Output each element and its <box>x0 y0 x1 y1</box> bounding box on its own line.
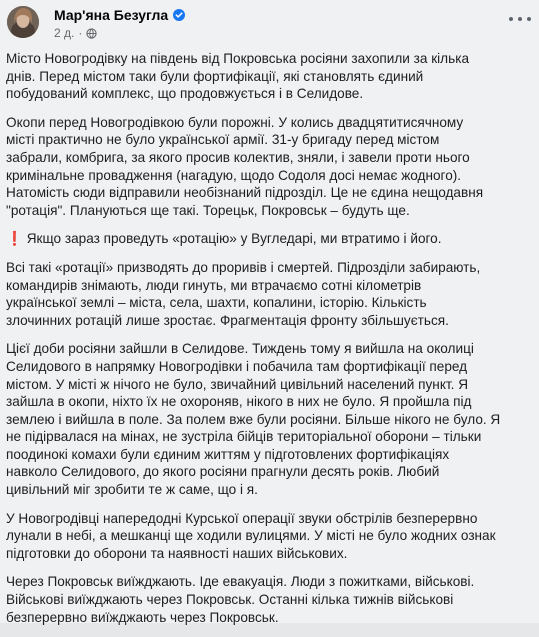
author-avatar[interactable] <box>7 6 39 38</box>
post-meta <box>54 26 97 40</box>
avatar-photo <box>7 6 39 38</box>
post-header <box>0 0 539 44</box>
author-name-row <box>54 7 185 23</box>
warning-emoji-icon: ❗ <box>6 231 23 247</box>
post-paragraph: Місто Новогродівку на південь від Покровська росіяни захопили за кілька днів. Перед містом таки були фортифікації, які становлять єдиний побудований комплекс, що продовжується і в Селидове. <box>6 51 470 102</box>
post-timestamp[interactable]: 2 д. <box>54 26 75 40</box>
post-paragraph: У Новогродівці напередодні Курської операції звуки обстрілів безперервно лунали в небі, а мешканці ще ходили вулицями. У місті не було жодних ознак підготовки до оборони та наявності наших військових. <box>6 510 496 561</box>
post-paragraph-warning <box>6 230 534 248</box>
post-paragraph: Всі такі «ротації» призводять до проривів і смертей. Підрозділи забирають, командирів знімають, люди гинуть, ми втрачаємо сотні кілометрів української землі – міста, села, шахти, копалини, історію. Кількість злочинних ротацій лише зростає. Фрагментація фронту збільшується. <box>6 259 481 328</box>
more-dot <box>509 17 513 21</box>
verified-badge-icon <box>173 9 185 21</box>
warning-text: Якщо зараз проведуть «ротацію» у Вугледарі, ми втратимо і його. <box>26 231 442 247</box>
post-paragraph: Через Покровськ виїжджають. Іде евакуація. Люди з пожитками, військові. Військові виїжджають через Покровськ. Останні кілька тижнів військові безперервно виїжджають через Покровськ. <box>6 574 475 625</box>
globe-icon <box>86 28 97 39</box>
more-dot <box>518 17 522 21</box>
meta-separator: · <box>78 26 83 40</box>
more-dot <box>527 17 531 21</box>
post-paragraph: Цієї доби росіяни зайшли в Селидове. Тиждень тому я вийшла на околиці Селидового в напрямку Новогродівки і побачила там фортифікації перед містом. У місті ж нічого не було, звичайний цивільний населений пункт. Я зайшла в окопи, ніхто їх не охороняв, нікого в них не було. Я пройшла під землею і вийшла в поле. За полем вже були росіяни. Більше нікого не було. Я не підірвалася на мінах, не зустріла бійців територіальної оборони – тільки поодинокі комахи були єдиним життям у підготовлених фортифікаціях навколо Селидового, до якого росіяни прагнули десять років. Любий цивільний міг зробити те ж саме, що і я. <box>6 341 501 498</box>
post-paragraph: Окопи перед Новогродівкою були порожні. У колись двадцятитисячному місті практично не було української армії. 31-у бригаду перед містом забрали, комбрига, за якого просив колектив, зняли, і завели проти нього кримінальне провадження (нагадую, щодо Содоля досі немає жодного). Натомість сюди відправили необізнаний підрозділ. Це не єдина нещодавня "ротація". Плануються ще такі. Торецьк, Покровськ – будуть ще. <box>6 114 484 218</box>
more-options-icon[interactable] <box>509 12 531 26</box>
post-body <box>6 50 534 637</box>
author-name[interactable]: Мар'яна Безугла <box>54 7 169 23</box>
